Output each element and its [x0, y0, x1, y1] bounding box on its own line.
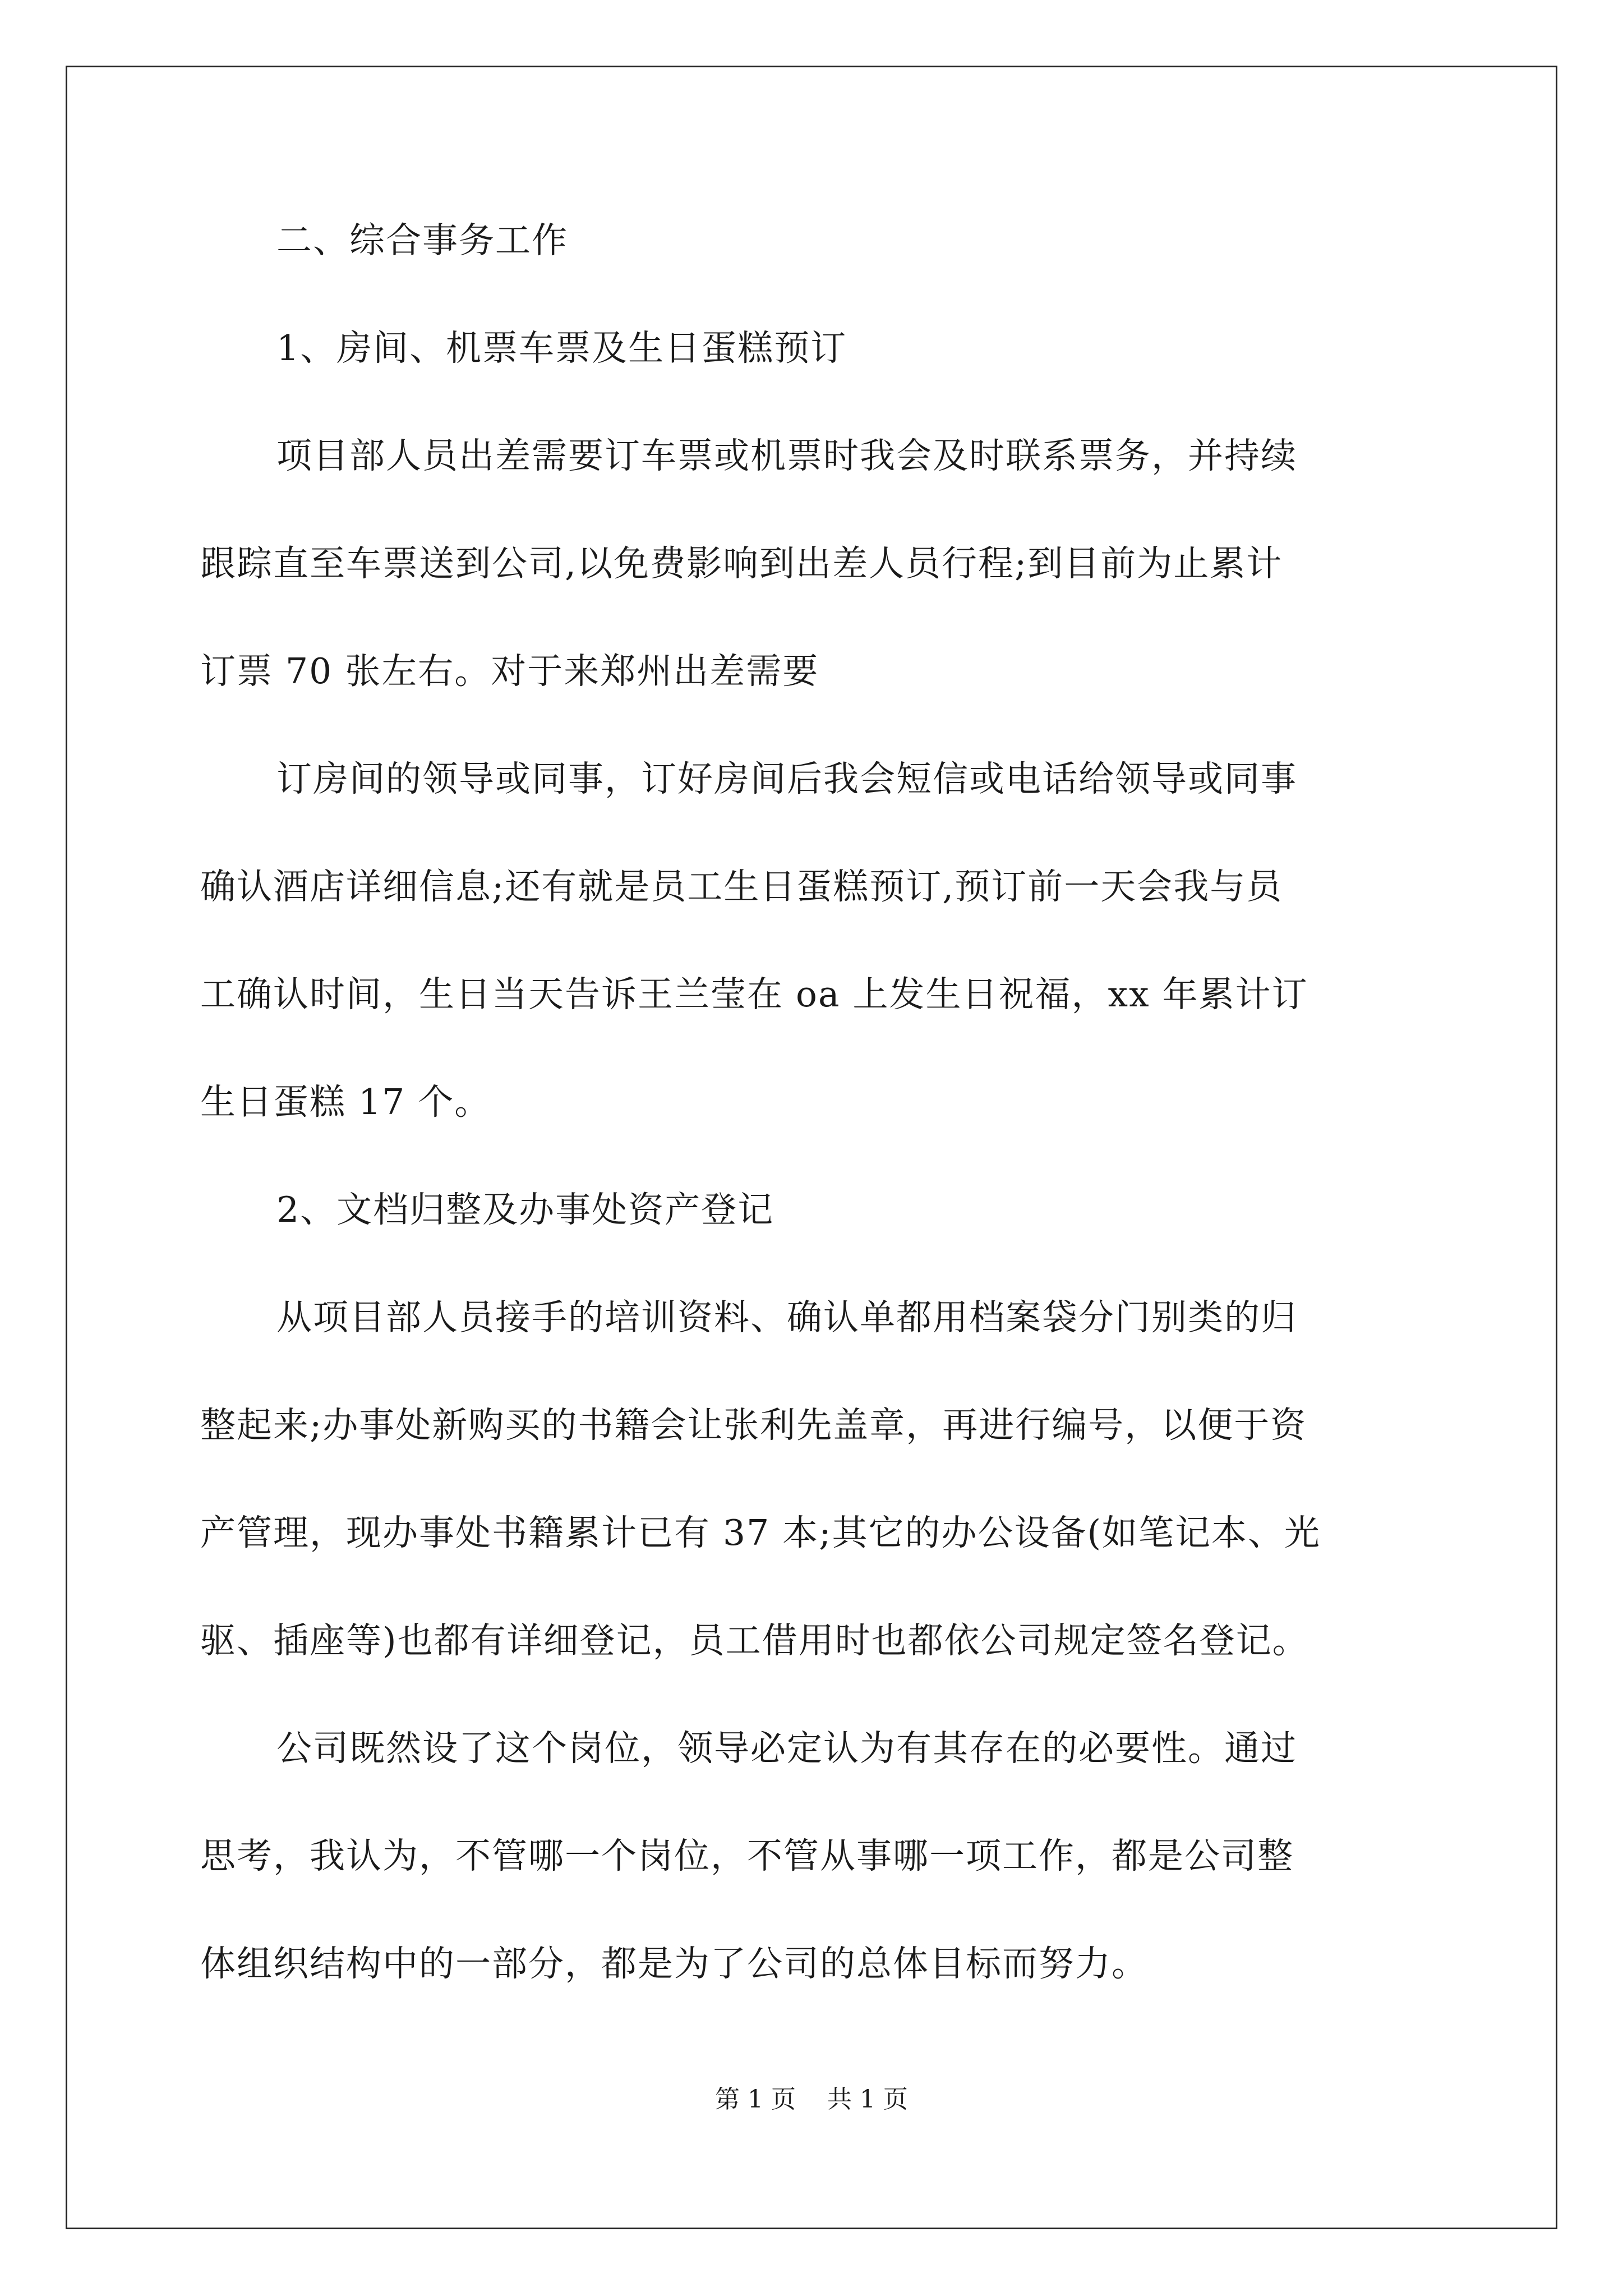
paragraph-line: 生日蛋糕 17 个。 — [200, 1082, 491, 1122]
section-heading: 二、综合事务工作 — [276, 220, 568, 261]
paragraph-line: 公司既然设了这个岗位，领导必定认为有其存在的必要性。通过 — [276, 1728, 1297, 1769]
paragraph-line: 产管理，现办事处书籍累计已有 37 本;其它的办公设备(如笔记本、光 — [200, 1512, 1321, 1553]
paragraph-line: 工确认时间，生日当天告诉王兰莹在 oa 上发生日祝福，xx 年累计订 — [200, 974, 1308, 1015]
paragraph-line: 驱、插座等)也都有详细登记，员工借用时也都依公司规定签名登记。 — [200, 1620, 1309, 1661]
paragraph-line: 项目部人员出差需要订车票或机票时我会及时联系票务，并持续 — [276, 435, 1297, 476]
paragraph-line: 整起来;办事处新购买的书籍会让张利先盖章，再进行编号，以便于资 — [200, 1405, 1307, 1446]
document-body — [200, 213, 1428, 2044]
paragraph-line: 体组织结构中的一部分，都是为了公司的总体目标而努力。 — [200, 1943, 1148, 1984]
subsection-heading: 1、房间、机票车票及生日蛋糕预订 — [276, 328, 847, 369]
subsection-heading: 2、文档归整及办事处资产登记 — [276, 1189, 774, 1230]
paragraph-line: 确认酒店详细信息;还有就是员工生日蛋糕预订,预订前一天会我与员 — [200, 866, 1283, 907]
paragraph-line: 思考，我认为，不管哪一个岗位，不管从事哪一项工作，都是公司整 — [200, 1835, 1294, 1876]
paragraph-line: 从项目部人员接手的培训资料、确认单都用档案袋分门别类的归 — [276, 1297, 1297, 1338]
page-number-footer: 第 1 页 共 1 页 — [715, 2085, 908, 2114]
paragraph-line: 订票 70 张左右。对于来郑州出差需要 — [200, 651, 819, 692]
paragraph-line: 跟踪直至车票送到公司,以免费影响到出差人员行程;到目前为止累计 — [200, 543, 1283, 584]
paragraph-line: 订房间的领导或同事，订好房间后我会短信或电话给领导或同事 — [276, 758, 1297, 799]
